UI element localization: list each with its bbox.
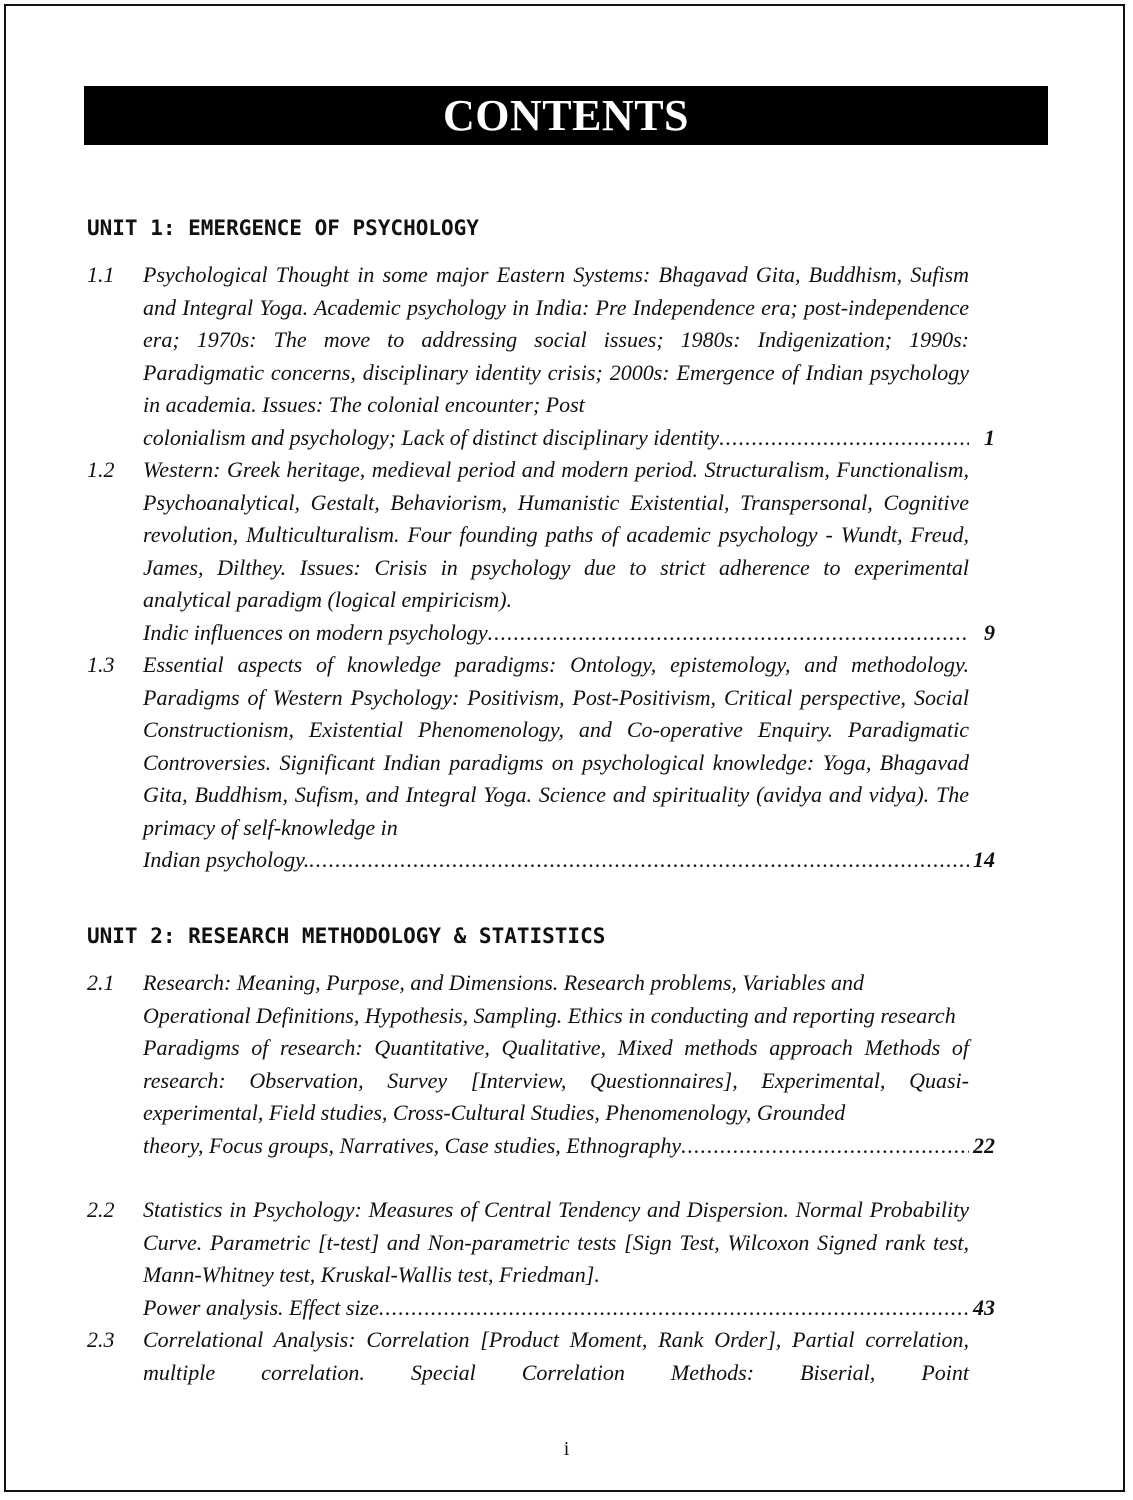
unit-heading: UNIT 2: RESEARCH METHODOLOGY & STATISTICS [87, 924, 606, 948]
entry-text-end: Indic influences on modern psychology [143, 619, 488, 645]
entry-text-end: theory, Focus groups, Narratives, Case studies, Ethnography [143, 1132, 682, 1158]
page-number: 1 [984, 424, 995, 450]
entry-description [143, 1324, 969, 1389]
page-title: CONTENTS [84, 86, 1048, 145]
entry-text: Essential aspects of knowledge paradigms: Ontology, epistemology, and methodology. Paradigms of Western Psychology: Positivism, Post-Positivism, Critical perspective, Social Constructionism, Existential Phenomenology, and Co-operative Enquiry. Paradigmatic Controversies. Significant Indian paradigms on psychological knowledge: Yoga, Bhagavad Gita, Buddhism, Sufism, and Integral Yoga. Science and spirituality (avidya and vidya). The primacy of self-knowledge in [143, 652, 969, 840]
page-number: 22 [973, 1132, 995, 1158]
entry-text: Western: Greek heritage, medieval period and modern period. Structuralism, Functionalism, Psychoanalytical, Gestalt, Behaviorism, Humanistic Existential, Transpersonal, Cognitive revolution, Multiculturalism. Four founding paths of academic psychology - Wundt, Freud, James, Dilthey. Issues: Crisis in psychology due to strict adherence to experimental analytical paradigm (logical empiricism). [143, 457, 969, 612]
entry-description [143, 454, 995, 649]
entry-description [143, 259, 995, 454]
entry-number: 1.2 [87, 457, 115, 482]
entry-description [143, 967, 995, 1162]
dot-leader [488, 617, 969, 650]
page-number-footer: i [563, 1438, 570, 1460]
entry-leader-line [143, 844, 995, 877]
entry-text-end: Power analysis. Effect size [143, 1294, 379, 1320]
entry-text: Psychological Thought in some major Eastern Systems: Bhagavad Gita, Buddhism, Sufism and Integral Yoga. Academic psychology in India: Pre Independence era; post-independence era; 1970s: The move to addressing social issues; 1980s: Indigenization; 1990s: Paradigmatic concerns, disciplinary identity crisis; 2000s: Emergence of Indian psychology in academia. Issues: The colonial encounter; Post [143, 262, 969, 417]
entry-number: 1.3 [87, 652, 115, 677]
entry-leader-line [143, 1292, 995, 1325]
dot-leader [379, 1292, 969, 1325]
unit-heading: UNIT 1: EMERGENCE OF PSYCHOLOGY [87, 216, 479, 240]
entry-number: 1.1 [87, 262, 115, 287]
entry-text: Correlational Analysis: Correlation [Product Moment, Rank Order], Partial correlation, multiple correlation. Special Correlation Methods: Biserial, Point [143, 1327, 969, 1385]
dot-leader [681, 1130, 969, 1163]
entry-leader-line [143, 1130, 995, 1163]
entry-text: Statistics in Psychology: Measures of Central Tendency and Dispersion. Normal Probability Curve. Parametric [t-test] and Non-parametric tests [Sign Test, Wilcoxon Signed rank test, Mann-Whitney test, Kruskal-Wallis test, Friedman]. [143, 1197, 969, 1287]
entry-text: Paradigms of research: Quantitative, Qualitative, Mixed methods approach Methods of research: Observation, Survey [Interview, Questionnaires], Experimental, Quasi-experimental, Field studies, Cross-Cultural Studies, Phenomenology, Grounded [143, 1035, 969, 1125]
dot-leader [719, 422, 969, 455]
entry-leader-line [143, 617, 995, 650]
entry-text-end: colonialism and psychology; Lack of distinct disciplinary identity [143, 424, 720, 450]
entry-number: 2.1 [87, 970, 115, 995]
entry-number: 2.3 [87, 1327, 115, 1352]
entry-text: Research: Meaning, Purpose, and Dimensions. Research problems, Variables and Operational Definitions, Hypothesis, Sampling. Ethics in conducting and reporting research [143, 970, 956, 1028]
page-number: 43 [973, 1294, 995, 1320]
entry-description [143, 649, 995, 877]
dot-leader [309, 844, 969, 877]
entry-leader-line [143, 422, 995, 455]
entry-description [143, 1194, 995, 1324]
page-number: 9 [984, 619, 995, 645]
entry-text-end: Indian psychology. [143, 847, 310, 872]
page-number: 14 [973, 847, 995, 872]
entry-number: 2.2 [87, 1197, 115, 1222]
